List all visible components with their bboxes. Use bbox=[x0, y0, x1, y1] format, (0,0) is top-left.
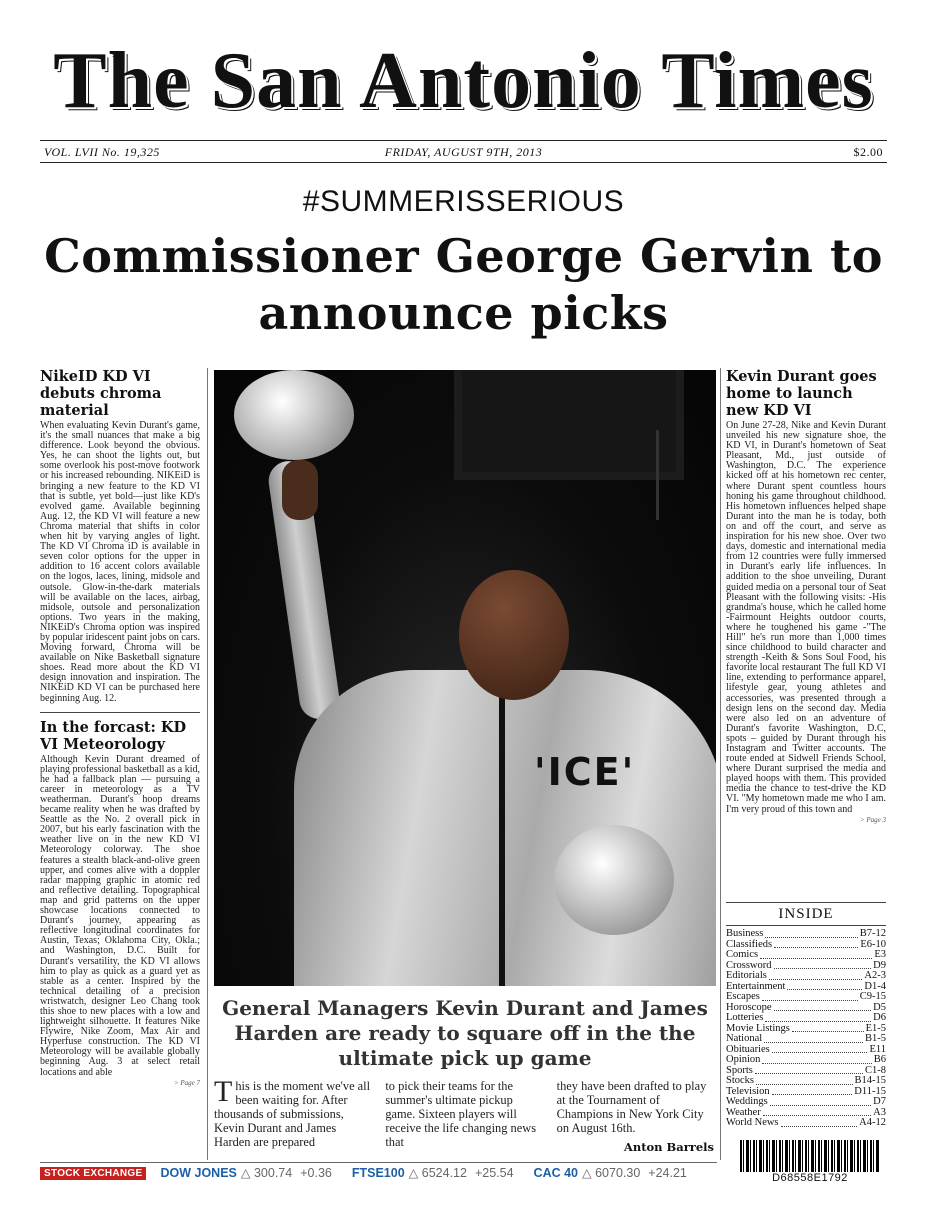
kicker: #SUMMERISSERIOUS bbox=[302, 185, 625, 218]
volume-number: VOL. LVII No. 19,325 bbox=[44, 145, 160, 159]
barcode bbox=[740, 1140, 880, 1184]
photo-spinning-ball bbox=[234, 370, 354, 460]
center-story bbox=[214, 996, 716, 1163]
right-story-title: Kevin Durant goes home to launch new KD VI bbox=[726, 368, 877, 419]
index-item[interactable]: Horoscope D5 bbox=[726, 1001, 886, 1013]
index-item[interactable]: Escapes C9-15 bbox=[726, 991, 886, 1002]
photo-held-ball bbox=[554, 825, 674, 935]
index-item[interactable]: Weddings D7 bbox=[726, 1096, 886, 1107]
left-story-2-jump: > Page 7 bbox=[173, 1078, 200, 1087]
index-item[interactable]: Television D11-15 bbox=[726, 1085, 886, 1097]
stock-ticker bbox=[40, 1162, 717, 1184]
right-story-jump: > Page 3 bbox=[859, 815, 886, 824]
photo-head bbox=[459, 570, 569, 700]
center-story-title: General Managers Kevin Durant and James Harden are ready to square off in the the ultimate pick up game bbox=[222, 996, 708, 1070]
index-item[interactable]: World News A4-12 bbox=[726, 1117, 886, 1128]
index-item[interactable]: Comics E3 bbox=[726, 949, 886, 960]
column-rule-right bbox=[720, 368, 721, 1160]
inside-title: INSIDE bbox=[726, 902, 886, 926]
center-story-col-2: to pick their teams for the summer's ultimate pickup game. Sixteen players will receive the life changing news that bbox=[385, 1079, 537, 1149]
barcode-bars bbox=[740, 1140, 880, 1172]
byline: Anton Barrels bbox=[623, 1140, 714, 1154]
photo-jacket-text: 'ICE' bbox=[534, 750, 636, 794]
index-item[interactable]: Entertainment D1-4 bbox=[726, 980, 886, 992]
photo-hand bbox=[282, 460, 318, 520]
center-story-col-3: they have been drafted to play at the Tournament of Champions in New York City on August 16th. bbox=[556, 1079, 707, 1135]
index-item[interactable]: Lotteries D6 bbox=[726, 1012, 886, 1023]
photo-window bbox=[454, 370, 684, 480]
index-item[interactable]: Stocks B14-15 bbox=[726, 1075, 886, 1086]
index-item[interactable]: Movie Listings E1-5 bbox=[726, 1022, 886, 1034]
index-item[interactable]: Editorials A2-3 bbox=[726, 970, 886, 981]
left-column bbox=[40, 368, 200, 1158]
inside-index bbox=[726, 902, 886, 1129]
divider bbox=[40, 712, 200, 713]
ticker-dow-jones: DOW JONES △ 300.74 +0.36 bbox=[160, 1166, 332, 1180]
center-story-col-1: This is the moment we've all been waiting for. After thousands of submissions, Kevin Durant and James Harden are prepared bbox=[214, 1079, 371, 1149]
left-story-2-body: Although Kevin Durant dreamed of playing professional basketball as a kid, he had a fallback plan — pursuing a career in meteorology as a TV weatherman. Durant's hoop dreams became reality when he was drafted by Seattle as the No. 2 overall pick in 2007, but his early fascination with the weather live on in the new KD VI Meteorology colorway. The shoe features a stealth black-and-olive green upper, and comes alive with a doppler radar mapping graphic in atomic red and reflective detailing. Topographical map and grid patterns on the upper showcase locations connected to Durant's journey, appearing as reflective longitudinal coordinates for Austin, Texas; Oklahoma City, Okla.; and Washington, D.C. Built for Durant's versatility, the KD VI allows him to play as quick as a guard yet as stable as a center. Inspired by the technical detailing of a precision wristwatch, designer Leo Chang took this shoe to new places with a low and lightweight silhouette. It features Nike Flywire, Nike Zoom, Max Air and Hyperfuse construction. The KD VI Meteorology will be available globally beginning Aug. 3 at select retail locations and able bbox=[40, 753, 200, 1078]
lead-photo bbox=[214, 370, 716, 986]
price: $2.00 bbox=[853, 145, 883, 159]
inside-list bbox=[726, 929, 886, 1129]
ticker-cac40: CAC 40 △ 6070.30 +24.21 bbox=[533, 1166, 687, 1180]
right-column bbox=[726, 368, 886, 888]
masthead-title: The San Antonio Times bbox=[53, 37, 874, 125]
barcode-number: D68558E1792 bbox=[772, 1172, 848, 1184]
index-item[interactable]: Crossword D9 bbox=[726, 959, 886, 971]
index-item[interactable]: Obituaries E11 bbox=[726, 1043, 886, 1055]
left-story-1-body: When evaluating Kevin Durant's game, it's the small nuances that make a big difference. Look beyond the obvious. Yes, he can shoot the lights out, but some overlook his post-move footwork or his increased rebounding. NIKEiD is bringing a new feature to the KD VI that is subtle, yet bold—just like KD's evolved game. Available beginning Aug. 12, the KD VI will feature a new Chroma material that shifts in color when hit by varying angles of light. The KD VI Chroma iD is available in seven color options for the upper in addition to 16 accent colors available on the logos, laces, lining, midsole and outsole. Glow-in-the-dark materials will be available on the laces, airbag, midsole, outsole and personalization options. Two years in the making, NIKEiD's Chroma option was inspired by popular iridescent paint jobs on cars. Moving forward, Chroma will be available on Nike Basketball signature shoes. Read more about the KD VI design innovation and inspiration. The NIKEiD KD VI can be purchased here beginning Aug. 12. bbox=[40, 420, 200, 704]
main-headline: Commissioner George Gervin to announce picks bbox=[44, 229, 883, 340]
column-rule-left bbox=[207, 368, 208, 1160]
index-item[interactable]: National B1-5 bbox=[726, 1033, 886, 1044]
left-story-1-title: NikeID KD VI debuts chroma material bbox=[40, 368, 162, 419]
left-story-2-title: In the forcast: KD VI Meteorology bbox=[40, 718, 187, 753]
right-story-body: On June 27-28, Nike and Kevin Durant unveiled his new signature shoe, the KD VI, in Durant's hometown of Seat Pleasant, Md., just outside of Washington, D.C. The experience kicked off at his hometown rec center, where Durant spent countless hours honing his game throughout childhood. His hometown influences helped shape Durant into the man he is today, both on and off the court, and serve as inspiration for his new shoe. Over two days, domestic and international media from 12 countries were fully immersed in Durant's early life influences. In addition to the shoe unveiling, Durant guided media on a personal tour of Seat Pleasant with the following visits: -His grandma's house, which he called home -Fairmount Heights outdoor courts, where he toughened his game -"The Hill" he's run more than 1,000 times since childhood to build character and strength -Keith & Sons Soul Food, his favorite local restaurant The full KD VI line, extending to performance apparel, lifestyle gear, young athletes and accessories, was presented through a design lens on the second day. Media were also led on an adventure of Durant's favorite Washington, D.C, spots – guided by Durant through his Instagram and Twitter accounts. The route ended at Sidwell Friends School, where Durant surprised the media and played hoops with them. This provided media the chance to test-drive the KD VI. "My hometown made me who I am. I'm very proud of this town and bbox=[726, 420, 886, 815]
index-item[interactable]: Sports C1-8 bbox=[726, 1064, 886, 1076]
stock-exchange-badge: STOCK EXCHANGE bbox=[40, 1167, 146, 1180]
ticker-ftse100: FTSE100 △ 6524.12 +25.54 bbox=[351, 1166, 514, 1180]
index-item[interactable]: Business B7-12 bbox=[726, 928, 886, 939]
photo-zipper bbox=[499, 690, 505, 986]
index-item[interactable]: Opinion B6 bbox=[726, 1054, 886, 1065]
index-item[interactable]: Classifieds E6-10 bbox=[726, 938, 886, 950]
dateline bbox=[40, 140, 887, 163]
photo-basketball-hoop bbox=[656, 430, 716, 520]
issue-date: FRIDAY, AUGUST 9TH, 2013 bbox=[384, 145, 543, 159]
index-item[interactable]: Weather A3 bbox=[726, 1106, 886, 1118]
photo-jacket bbox=[294, 670, 716, 986]
